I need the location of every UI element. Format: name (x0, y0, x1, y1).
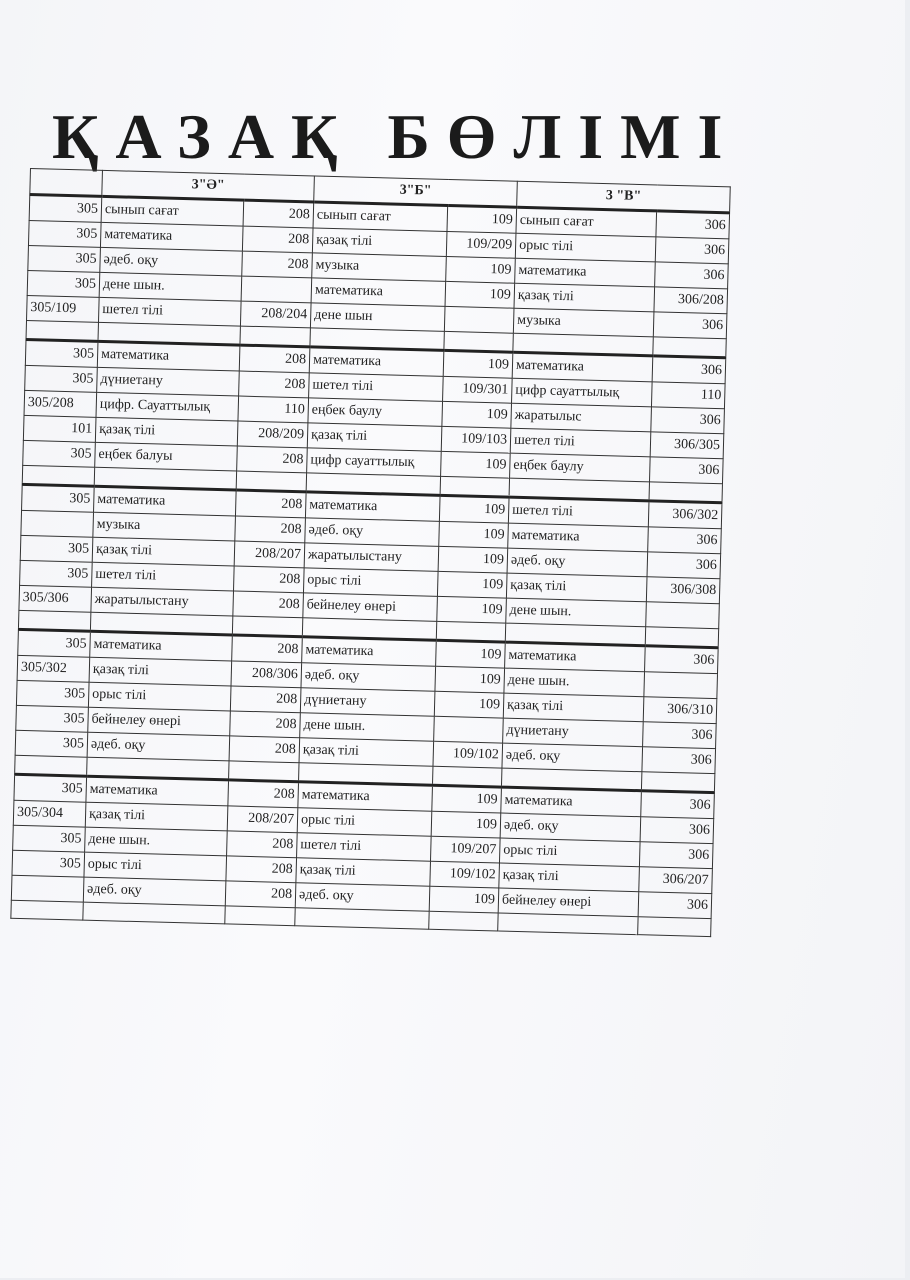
table-cell: әдеб. оқу (507, 548, 648, 577)
table-cell: 306 (645, 646, 719, 674)
table-cell: 109/103 (441, 426, 511, 453)
table-cell: шетел тілі (309, 373, 444, 401)
table-cell (18, 610, 90, 631)
table-cell: 109 (429, 886, 499, 913)
table-cell: математика (508, 523, 649, 552)
table-cell: 306 (642, 747, 716, 774)
table-cell: математика (515, 258, 656, 287)
table-cell: 109 (436, 640, 506, 668)
table-cell (440, 476, 509, 497)
class-header: 3"Ә" (102, 170, 315, 202)
table-cell: қазақ тілі (89, 657, 232, 686)
table-cell: 109 (434, 691, 504, 718)
table-cell: 306 (647, 552, 721, 579)
table-cell: 305 (28, 220, 101, 247)
table-cell: 208 (227, 831, 298, 858)
table-cell: 305 (15, 730, 88, 757)
table-cell (22, 465, 94, 486)
table-cell: қазақ тілі (92, 537, 235, 566)
table-cell: музыка (93, 512, 236, 541)
table-cell: математика (311, 278, 446, 306)
table-cell: 109/102 (430, 861, 500, 888)
table-cell: 305/302 (17, 655, 90, 682)
schedule-table (10, 168, 730, 937)
table-cell: әдеб. оқу (301, 663, 436, 691)
table-cell: әдеб. оқу (87, 732, 230, 761)
table-cell: 208 (239, 345, 310, 373)
table-cell: 306 (655, 237, 729, 264)
table-cell: 305/208 (24, 390, 97, 417)
page-title: ҚАЗАҚ БӨЛІМІ (52, 101, 740, 172)
table-cell: 305/109 (27, 295, 100, 322)
table-cell: 109 (441, 451, 511, 478)
table-cell: 208 (230, 711, 301, 738)
table-cell (83, 902, 225, 924)
table-cell: математика (512, 352, 653, 382)
table-cell: 109 (439, 521, 509, 548)
table-cell: қазақ тілі (307, 423, 442, 451)
table-cell: музыка (312, 253, 447, 281)
table-cell: 208 (239, 371, 310, 398)
table-cell: 109 (445, 281, 515, 308)
table-cell: бейнелеу өнері (88, 707, 231, 736)
table-cell: шетел тілі (297, 833, 432, 861)
table-cell: 208/306 (231, 661, 302, 688)
table-cell: 305 (16, 680, 89, 707)
table-cell: әдеб. оқу (502, 743, 643, 772)
table-cell: дүниетану (503, 718, 644, 747)
table-cell: цифр сауаттылық (512, 378, 653, 407)
table-cell (644, 672, 718, 699)
table-cell: жаратылыс (511, 403, 652, 432)
table-cell (429, 911, 498, 931)
table-cell (236, 471, 306, 492)
table-cell: дене шын (310, 303, 445, 331)
table-cell: орыс тілі (499, 838, 640, 867)
class-header: 3 "В" (517, 181, 731, 213)
table-cell: 306 (643, 722, 717, 749)
table-cell: математика (298, 782, 433, 811)
table-cell: 208 (233, 591, 304, 618)
table-cell: 305 (25, 365, 98, 392)
table-cell: 305 (27, 270, 100, 297)
table-cell: 109 (442, 401, 512, 428)
table-cell: математика (86, 776, 229, 806)
table-cell: орыс тілі (515, 233, 656, 262)
table-cell: әдеб. оқу (100, 247, 243, 276)
table-cell: әдеб. оқу (295, 883, 430, 911)
table-cell: қазақ тілі (296, 858, 431, 886)
table-cell: 305 (18, 629, 91, 657)
table-cell: 109 (438, 546, 508, 573)
table-cell: қазақ тілі (95, 417, 238, 446)
table-cell: математика (505, 642, 646, 672)
table-cell: 306 (648, 527, 722, 554)
table-cell (653, 337, 726, 358)
table-cell (432, 766, 501, 787)
table-cell: 109/207 (431, 836, 501, 863)
table-cell (15, 755, 87, 776)
table-cell: 305 (22, 484, 95, 512)
header-corner (30, 169, 103, 197)
table-cell: еңбек баулу (308, 398, 443, 426)
table-cell: 306 (652, 356, 726, 384)
table-cell: қазақ тілі (85, 802, 228, 831)
table-cell: 208 (242, 251, 313, 278)
table-cell (225, 906, 295, 926)
table-cell: 208 (225, 881, 296, 908)
table-cell: 306/302 (648, 501, 722, 529)
table-cell: 306 (639, 842, 713, 869)
table-cell: математика (90, 631, 233, 661)
table-cell (436, 621, 505, 642)
table-cell: 208 (226, 856, 297, 883)
table-cell: 305/306 (19, 585, 92, 612)
table-cell: қазақ тілі (514, 283, 655, 312)
table-cell: қазақ тілі (506, 573, 647, 602)
table-cell: математика (501, 787, 642, 817)
table-cell: математика (305, 492, 440, 521)
table-cell: орыс тілі (84, 852, 227, 881)
table-cell: 208 (232, 635, 303, 663)
table-cell: математика (100, 222, 243, 251)
table-cell: 305/304 (13, 800, 86, 827)
table-cell: 306/305 (650, 432, 724, 459)
table-cell (645, 627, 718, 648)
table-cell: қазақ тілі (312, 228, 447, 256)
table-cell (649, 482, 722, 503)
table-cell: 305 (25, 339, 98, 367)
table-cell (240, 326, 310, 347)
table-cell: 208 (230, 686, 301, 713)
table-cell: қазақ тілі (299, 738, 434, 766)
table-cell: қазақ тілі (503, 693, 644, 722)
table-cell: 305 (29, 195, 102, 223)
table-cell: 306 (653, 312, 727, 339)
table-cell: 109/301 (443, 376, 513, 403)
table-cell: әдеб. оқу (305, 518, 440, 546)
table-cell (434, 716, 504, 743)
table-cell: сынып сағат (516, 207, 657, 237)
table-cell: 109/102 (433, 741, 503, 768)
table-cell: дене шын. (506, 598, 647, 627)
table-cell: 110 (238, 396, 309, 423)
table-cell (444, 331, 513, 352)
table-cell (21, 510, 94, 537)
table-cell: 306/207 (639, 867, 713, 894)
table-cell: 208/207 (227, 806, 298, 833)
table-cell: шетел тілі (508, 497, 649, 527)
table-cell: 305 (20, 535, 93, 562)
table-cell: 208 (229, 736, 300, 763)
table-cell: дене шын. (504, 668, 645, 697)
table-cell: 109 (439, 495, 509, 523)
table-cell: 109 (435, 666, 505, 693)
table-cell: 208 (237, 446, 308, 473)
table-cell: 109 (443, 350, 513, 378)
table-cell: қазақ тілі (499, 863, 640, 892)
table-cell: 306 (651, 407, 725, 434)
table-cell: 109 (446, 256, 516, 283)
table-cell: 208 (228, 780, 299, 808)
table-cell: 306/308 (646, 577, 720, 604)
table-cell: математика (94, 486, 237, 516)
table-cell: математика (302, 637, 437, 666)
table-cell: 110 (651, 382, 725, 409)
table-cell: 306 (655, 262, 729, 289)
table-cell: бейнелеу өнері (498, 888, 639, 917)
table-cell: 305 (14, 774, 87, 802)
table-cell (646, 602, 720, 629)
table-cell: 305 (23, 440, 96, 467)
table-cell: 208/204 (240, 301, 311, 328)
table-cell (26, 320, 98, 341)
table-cell: 109 (432, 785, 502, 813)
table-cell: музыка (513, 308, 654, 337)
table-cell: дүниетану (300, 688, 435, 716)
table-cell: 109 (437, 596, 507, 623)
table-cell: дене шын. (300, 713, 435, 741)
table-cell: әдеб. оқу (83, 877, 226, 906)
table-cell (444, 306, 514, 333)
table-cell: дене шын. (85, 827, 228, 856)
table-cell: 305 (20, 560, 93, 587)
schedule-sheet (10, 168, 729, 937)
table-cell: 306 (656, 211, 730, 239)
table-cell: шетел тілі (510, 428, 651, 457)
table-cell: 208 (235, 516, 306, 543)
table-cell: бейнелеу өнері (303, 593, 438, 621)
table-cell: шетел тілі (92, 562, 235, 591)
table-cell: цифр. Сауаттылық (96, 392, 239, 421)
table-cell (11, 900, 83, 920)
table-cell: жаратылыстану (304, 543, 439, 571)
table-cell: 306/310 (643, 697, 717, 724)
table-cell (11, 875, 84, 902)
table-cell (638, 917, 711, 937)
table-cell: 208/209 (237, 421, 308, 448)
table-cell: 306/208 (654, 287, 728, 314)
table-cell (498, 913, 638, 935)
table-cell: математика (309, 347, 444, 376)
table-cell: 208 (243, 200, 314, 228)
table-cell: сынып сағат (313, 202, 448, 231)
table-cell: 306 (641, 791, 715, 819)
table-cell: 109 (431, 811, 501, 838)
table-cell: дүниетану (97, 367, 240, 396)
table-cell: 208 (242, 226, 313, 253)
table-cell: 208/207 (234, 541, 305, 568)
table-cell (232, 616, 302, 637)
table-cell: цифр сауаттылық (307, 448, 442, 476)
table-cell: 306 (650, 457, 724, 484)
table-cell (241, 276, 312, 303)
table-cell: орыс тілі (303, 568, 438, 596)
table-cell: 109/209 (446, 231, 516, 258)
table-cell: 306 (640, 817, 714, 844)
table-cell: 101 (23, 415, 96, 442)
table-cell: 306 (638, 892, 712, 919)
table-cell: орыс тілі (88, 682, 231, 711)
table-cell: 305 (12, 850, 85, 877)
table-cell: жаратылыстану (91, 587, 234, 616)
table-cell: орыс тілі (297, 808, 432, 836)
table-cell: шетел тілі (98, 297, 241, 326)
table-cell: сынып сағат (101, 196, 244, 226)
table-cell: еңбек балуы (95, 442, 238, 471)
table-cell: 109 (447, 205, 517, 233)
table-cell: еңбек баулу (510, 453, 651, 482)
table-cell: 109 (437, 571, 507, 598)
table-cell: 208 (235, 490, 306, 518)
table-cell: 305 (16, 705, 89, 732)
table-cell (295, 908, 429, 930)
table-cell: дене шын. (99, 272, 242, 301)
table-cell: әдеб. оқу (500, 813, 641, 842)
table-cell: 208 (233, 566, 304, 593)
class-header: 3"Б" (314, 176, 518, 207)
table-cell: 305 (28, 245, 101, 272)
table-cell (641, 772, 714, 793)
table-cell (229, 761, 299, 782)
table-cell: 305 (13, 825, 86, 852)
table-cell: математика (97, 341, 240, 371)
